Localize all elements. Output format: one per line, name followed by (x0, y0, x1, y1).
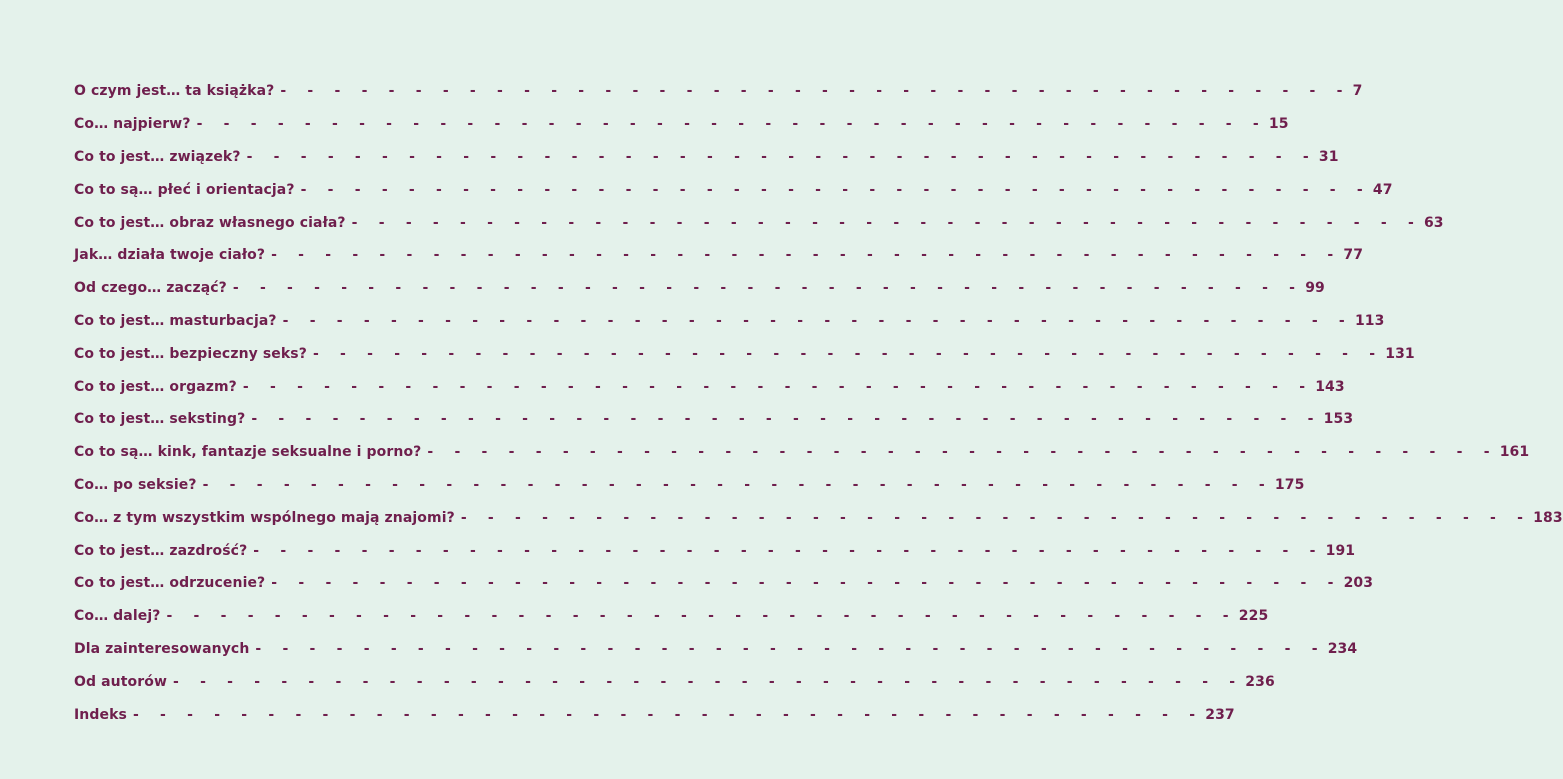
toc-entry (74, 436, 1530, 469)
toc-leader: - - - - - - - - - - - - - - - - - - - - - - - - - - - - - - - - - - - - - - - - (172, 673, 1244, 690)
toc-entry-page: 234 (1327, 640, 1358, 657)
toc-entry-page: 63 (1423, 214, 1444, 231)
toc-leader: - - - - - - - - - - - - - - - - - - - - - - - - - - - - - - - - - - - - - - - - (253, 542, 1324, 559)
toc-entry-title: Co to są… kink, fantazje seksualne i porno? (74, 444, 422, 461)
toc-entry (74, 567, 1374, 600)
toc-leader: - - - - - - - - - - - - - - - - - - - - - - - - - - - - - - - - - - - - - - - - (312, 345, 1384, 362)
toc-entry-page: 236 (1245, 673, 1275, 690)
toc-entry (74, 600, 1269, 633)
toc-entry-title: Dla zainteresowanych (74, 640, 250, 657)
toc-leader: - - - - - - - - - - - - - - - - - - - - - - - - - - - - - - - - - - - - - - - - (246, 148, 1317, 165)
toc-entry-title: Co… z tym wszystkim wspólnego mają znajomi? (74, 509, 455, 526)
toc-entry (74, 75, 1363, 108)
toc-leader: - - - - - - - - - - - - - - - - - - - - - - - - - - - - - - - - - - - - - - - - (271, 575, 1342, 592)
toc-entry-title: O czym jest… ta książka? (74, 83, 275, 100)
toc-leader: - - - - - - - - - - - - - - - - - - - - - - - - - - - - - - - - - - - - - - - - (351, 214, 1422, 231)
toc-leader: - - - - - - - - - - - - - - - - - - - - - - - - - - - - - - - - - - - - - - - - (280, 83, 1351, 100)
toc-entry (74, 665, 1275, 698)
toc-leader: - - - - - - - - - - - - - - - - - - - - - - - - - - - - - - - - - - - - - - - - (282, 312, 1353, 329)
toc-entry-page: 203 (1343, 575, 1374, 592)
toc-entry-title: Co… najpierw? (74, 116, 191, 133)
toc-entry-title: Co to jest… obraz własnego ciała? (74, 214, 346, 231)
toc-entry-title: Od czego… zacząć? (74, 280, 227, 297)
toc-entry-page: 99 (1305, 280, 1325, 297)
toc-leader: - - - - - - - - - - - - - - - - - - - - - - - - - - - - - - - - - - - - - - - - (460, 509, 1532, 526)
toc-entry (74, 272, 1325, 305)
toc-entry (74, 403, 1354, 436)
toc-entry-page: 175 (1274, 476, 1305, 493)
toc-entry-page: 7 (1352, 83, 1363, 100)
toc-entry (74, 370, 1345, 403)
toc-entry-title: Co to jest… zazdrość? (74, 542, 248, 559)
toc-entry (74, 469, 1305, 502)
toc-entry-page: 153 (1323, 411, 1354, 428)
toc-entry-title: Indeks (74, 706, 127, 723)
toc-entry (74, 239, 1364, 272)
toc-leader: - - - - - - - - - - - - - - - - - - - - - - - - - - - - - - - - - - - - - - - - (232, 280, 1304, 297)
toc-entry (74, 108, 1289, 141)
toc-leader: - - - - - - - - - - - - - - - - - - - - - - - - - - - - - - - - - - - - - - - - (255, 640, 1326, 657)
toc-entry-title: Co to jest… związek? (74, 148, 241, 165)
toc-leader: - - - - - - - - - - - - - - - - - - - - - - - - - - - - - - - - - - - - - - - - (132, 706, 1204, 723)
toc-leader: - - - - - - - - - - - - - - - - - - - - - - - - - - - - - - - - - - - - - - - - (242, 378, 1314, 395)
toc-entry (74, 633, 1358, 666)
toc-entry-title: Co to jest… bezpieczny seks? (74, 345, 307, 362)
toc-leader: - - - - - - - - - - - - - - - - - - - - - - - - - - - - - - - - - - - - - - - - (196, 116, 1267, 133)
toc-entry-page: 161 (1499, 444, 1530, 461)
toc-entry-title: Co to jest… orgazm? (74, 378, 237, 395)
toc-entry (74, 141, 1339, 174)
toc-entry-page: 15 (1268, 116, 1289, 133)
toc-leader: - - - - - - - - - - - - - - - - - - - - - - - - - - - - - - - - - - - - - - - - (202, 476, 1273, 493)
toc-entry-page: 113 (1354, 312, 1385, 329)
toc-leader: - - - - - - - - - - - - - - - - - - - - - - - - - - - - - - - - - - - - - - - - (427, 444, 1498, 461)
toc-leader: - - - - - - - - - - - - - - - - - - - - - - - - - - - - - - - - - - - - - - - - (166, 608, 1237, 625)
toc-entry-title: Co to są… płeć i orientacja? (74, 181, 295, 198)
toc-entry-page: 143 (1315, 378, 1345, 395)
toc-entry-page: 183 (1533, 509, 1563, 526)
toc-leader: - - - - - - - - - - - - - - - - - - - - - - - - - - - - - - - - - - - - - - - - (300, 181, 1371, 198)
toc-entry-title: Co to jest… masturbacja? (74, 312, 277, 329)
toc-entry (74, 206, 1444, 239)
toc-entry-page: 225 (1238, 608, 1269, 625)
toc-entry-page: 191 (1325, 542, 1356, 559)
table-of-contents (74, 75, 1563, 731)
toc-entry-title: Jak… działa twoje ciało? (74, 247, 266, 264)
toc-entry-page: 237 (1205, 706, 1235, 723)
toc-entry-page: 131 (1385, 345, 1415, 362)
toc-entry-title: Co to jest… seksting? (74, 411, 246, 428)
toc-entry (74, 534, 1356, 567)
toc-entry-title: Co… po seksie? (74, 476, 197, 493)
toc-entry-page: 31 (1318, 148, 1339, 165)
toc-entry-title: Co… dalej? (74, 608, 161, 625)
toc-entry (74, 337, 1415, 370)
toc-entry-title: Co to jest… odrzucenie? (74, 575, 266, 592)
toc-entry (74, 698, 1235, 731)
toc-leader: - - - - - - - - - - - - - - - - - - - - - - - - - - - - - - - - - - - - - - - - (271, 247, 1342, 264)
toc-entry (74, 305, 1385, 338)
toc-entry (74, 173, 1393, 206)
toc-entry (74, 501, 1563, 534)
toc-entry-page: 47 (1372, 181, 1393, 198)
toc-entry-page: 77 (1343, 247, 1364, 264)
toc-entry-title: Od autorów (74, 673, 167, 690)
toc-leader: - - - - - - - - - - - - - - - - - - - - - - - - - - - - - - - - - - - - - - - - (251, 411, 1322, 428)
